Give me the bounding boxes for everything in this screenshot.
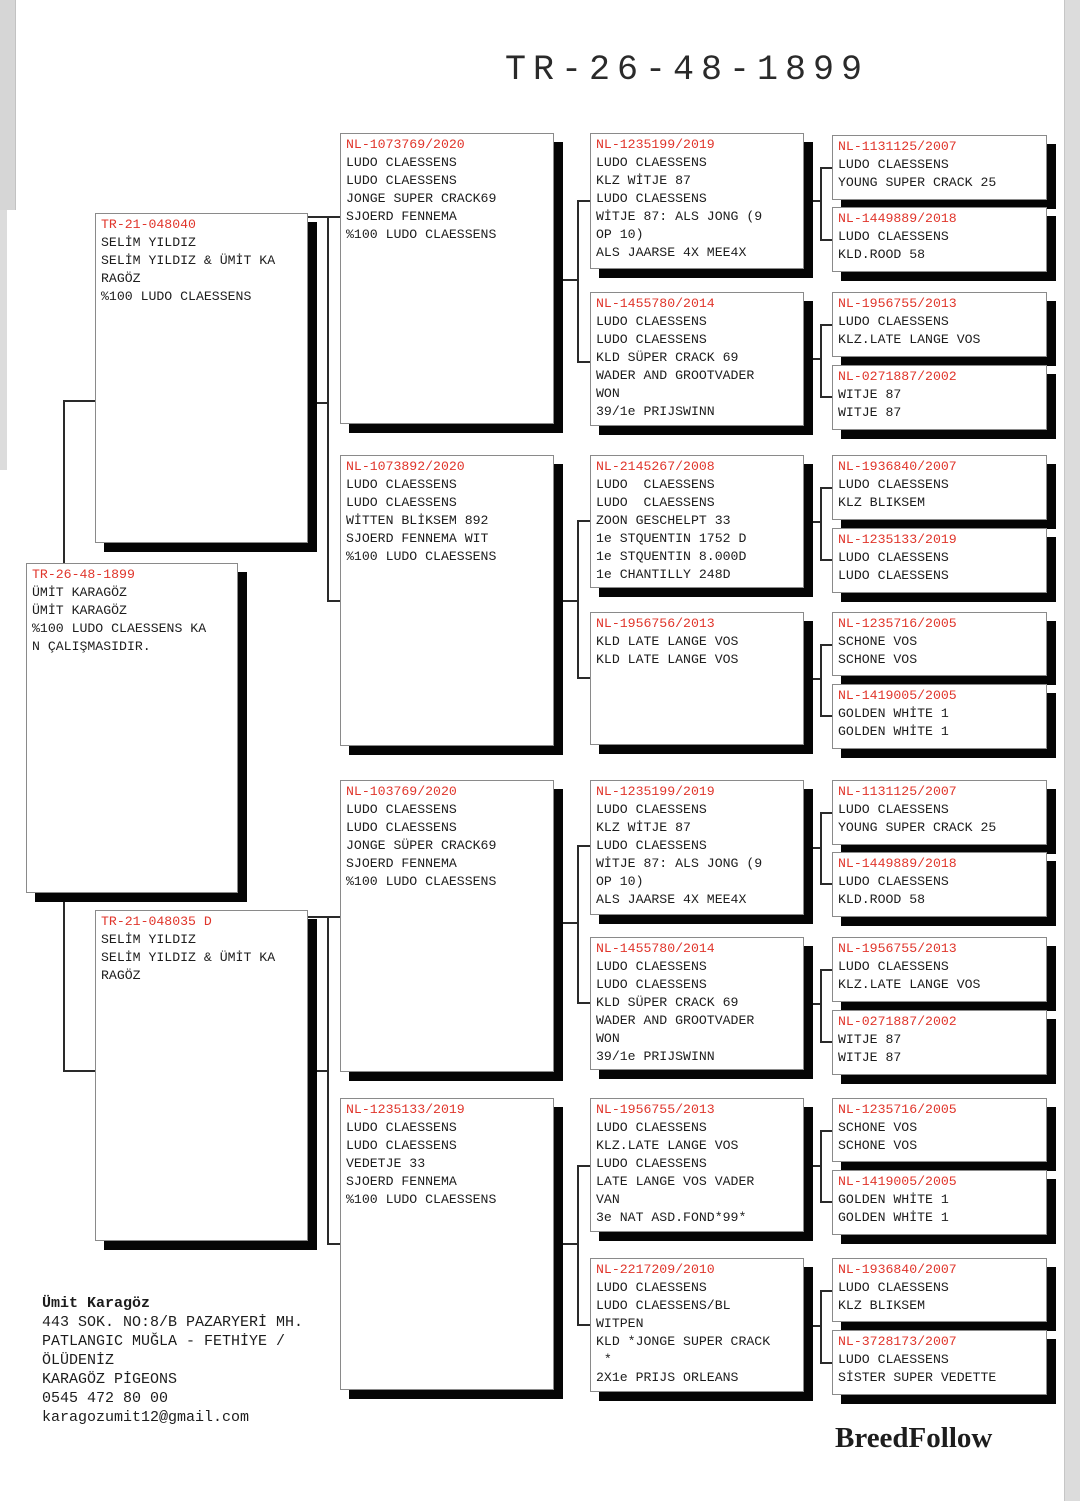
ring-number: NL-1956755/2013: [596, 1102, 715, 1117]
pedigree-text-line: LUDO CLAESSENS: [346, 820, 457, 835]
ring-number: NL-103769/2020: [346, 784, 457, 799]
pedigree-text-line: YOUNG SUPER CRACK 25: [838, 175, 997, 190]
pedigree-box-dddd: [832, 1330, 1047, 1395]
connector-line: [577, 361, 591, 363]
pedigree-text-line: JONGE SÜPER CRACK69: [346, 838, 497, 853]
connector-line: [553, 1243, 578, 1245]
pedigree-box-ssdd: [832, 365, 1047, 430]
pedigree-text-line: ZOON GESCHELPT 33: [596, 513, 731, 528]
connector-line: [820, 644, 822, 717]
pedigree-box-dss: [590, 780, 804, 915]
pedigree-text-line: SJOERD FENNEMA: [346, 209, 457, 224]
pedigree-text-line: %100 LUDO CLAESSENS KA: [32, 621, 207, 636]
connector-line: [308, 916, 341, 918]
ring-number: NL-1936840/2007: [838, 459, 957, 474]
pedigree-text-line: KLZ WİTJE 87: [596, 820, 691, 835]
pedigree-text-line: ÜMİT KARAGÖZ: [32, 585, 127, 600]
contact-name: Ümit Karagöz: [42, 1295, 151, 1312]
connector-line: [327, 216, 329, 601]
connector-line: [63, 400, 96, 402]
ring-number: TR-26-48-1899: [32, 567, 135, 582]
brand-logo: BreedFollow: [835, 1422, 993, 1454]
connector-line: [553, 922, 578, 924]
ring-number: NL-1455780/2014: [596, 296, 715, 311]
pedigree-text-line: ALS JAARSE 4X MEE4X: [596, 245, 747, 260]
pedigree-text-line: KLD LATE LANGE VOS: [596, 652, 739, 667]
pedigree-text-line: 39/1e PRIJSWINN: [596, 1049, 715, 1064]
pedigree-box-ssd: [590, 292, 804, 426]
pedigree-text-line: LUDO CLAESSENS: [596, 477, 715, 492]
connector-line: [577, 200, 579, 363]
pedigree-text-line: WON: [596, 386, 620, 401]
pedigree-text-line: %100 LUDO CLAESSENS: [346, 227, 497, 242]
ring-number: NL-1131125/2007: [838, 139, 957, 154]
ring-number: NL-2217209/2010: [596, 1262, 715, 1277]
ring-number: TR-21-048035 D: [101, 914, 212, 929]
ring-number: NL-1936840/2007: [838, 1262, 957, 1277]
pedigree-text-line: *: [596, 1352, 612, 1367]
pedigree-text-line: ÜMİT KARAGÖZ: [32, 603, 127, 618]
pedigree-box-sssd: [832, 207, 1047, 272]
pedigree-text-line: LUDO CLAESSENS: [596, 495, 715, 510]
pedigree-text-line: RAGÖZ: [101, 968, 141, 983]
pedigree-text-line: 1e STQUENTIN 1752 D: [596, 531, 747, 546]
pedigree-text-line: SCHONE VOS: [838, 652, 918, 667]
pedigree-text-line: KLD *JONGE SUPER CRACK: [596, 1334, 771, 1349]
pedigree-text-line: LUDO CLAESSENS: [346, 173, 457, 188]
connector-line: [820, 167, 822, 241]
ring-number: NL-0271887/2002: [838, 1014, 957, 1029]
ring-number: NL-1455780/2014: [596, 941, 715, 956]
connector-line: [577, 1002, 591, 1004]
pedigree-box-dssd: [832, 852, 1047, 917]
pedigree-text-line: 1e CHANTILLY 248D: [596, 567, 731, 582]
pedigree-text-line: LUDO CLAESSENS: [838, 959, 949, 974]
pedigree-text-line: LUDO CLAESSENS: [838, 874, 949, 889]
pedigree-text-line: 2X1e PRIJS ORLEANS: [596, 1370, 739, 1385]
pedigree-text-line: LUDO CLAESSENS: [596, 1280, 707, 1295]
pedigree-box-ssss: [832, 135, 1047, 200]
pedigree-text-line: 39/1e PRIJSWINN: [596, 404, 715, 419]
connector-line: [308, 216, 341, 218]
pedigree-box-ds: [340, 780, 554, 1072]
pedigree-text-line: %100 LUDO CLAESSENS: [346, 1192, 497, 1207]
connector-line: [820, 969, 822, 1043]
pedigree-text-line: LUDO CLAESSENS: [838, 314, 949, 329]
pedigree-text-line: WADER AND GROOTVADER: [596, 368, 755, 383]
connector-line: [63, 1070, 96, 1072]
connector-line: [804, 678, 821, 680]
contact-line: karagozumit12@gmail.com: [42, 1409, 250, 1426]
pedigree-text-line: SCHONE VOS: [838, 1120, 918, 1135]
pedigree-box-ddss: [832, 1098, 1047, 1162]
pedigree-text-line: SJOERD FENNEMA WIT: [346, 531, 489, 546]
ring-number: NL-1956756/2013: [596, 616, 715, 631]
page-edge-left: [0, 0, 16, 210]
pedigree-text-line: LUDO CLAESSENS: [838, 802, 949, 817]
pedigree-text-line: LUDO CLAESSENS: [838, 568, 949, 583]
pedigree-text-line: LUDO CLAESSENS: [346, 1138, 457, 1153]
page-edge-right: [1064, 0, 1080, 1501]
pedigree-text-line: KLD SÜPER CRACK 69: [596, 995, 739, 1010]
pedigree-text-line: KLD LATE LANGE VOS: [596, 634, 739, 649]
contact-line: 0545 472 80 00: [42, 1390, 169, 1407]
pedigree-text-line: LUDO CLAESSENS: [596, 838, 707, 853]
connector-line: [308, 1070, 328, 1072]
ring-number: NL-1235199/2019: [596, 137, 715, 152]
pedigree-text-line: LUDO CLAESSENS: [596, 959, 707, 974]
pedigree-text-line: LUDO CLAESSENS: [838, 1352, 949, 1367]
pedigree-text-line: WİTTEN BLİKSEM 892: [346, 513, 489, 528]
ring-number: NL-1073892/2020: [346, 459, 465, 474]
connector-line: [577, 200, 591, 202]
ring-number: NL-1449889/2018: [838, 211, 957, 226]
contact-line: 443 SOK. NO:8/B PAZARYERİ MH.: [42, 1314, 304, 1331]
pedigree-box-dsd: [590, 937, 804, 1070]
ring-number: NL-1419005/2005: [838, 688, 957, 703]
pedigree-text-line: WİTJE 87: ALS JONG (9: [596, 856, 763, 871]
pedigree-text-line: WITJE 87: [838, 1032, 902, 1047]
pedigree-text-line: LUDO CLAESSENS: [838, 157, 949, 172]
pedigree-text-line: %100 LUDO CLAESSENS: [346, 549, 497, 564]
pedigree-text-line: GOLDEN WHİTE 1: [838, 706, 949, 721]
pedigree-text-line: SELİM YILDIZ: [101, 235, 196, 250]
connector-line: [553, 600, 578, 602]
pedigree-text-line: WITJE 87: [838, 405, 902, 420]
pedigree-box-sds: [590, 455, 804, 588]
page-edge-left-lower: [0, 210, 7, 470]
pedigree-text-line: SİSTER SUPER VEDETTE: [838, 1370, 997, 1385]
pedigree-text-line: LUDO CLAESSENS: [596, 332, 707, 347]
pedigree-box-sdd: [590, 612, 804, 745]
pedigree-text-line: SELİM YILDIZ: [101, 932, 196, 947]
contact-line: ÖLÜDENİZ: [42, 1352, 115, 1369]
pedigree-box-sd: [340, 455, 554, 746]
pedigree-text-line: 1e STQUENTIN 8.000D: [596, 549, 747, 564]
pedigree-text-line: VAN: [596, 1192, 620, 1207]
connector-line: [804, 521, 821, 523]
connector-line: [577, 677, 591, 679]
pedigree-text-line: OP 10): [596, 874, 644, 889]
pedigree-text-line: YOUNG SUPER CRACK 25: [838, 820, 997, 835]
pedigree-box-sdsd: [832, 528, 1047, 593]
pedigree-text-line: KLZ.LATE LANGE VOS: [596, 1138, 739, 1153]
pedigree-text-line: LATE LANGE VOS VADER: [596, 1174, 755, 1189]
ring-number: NL-1235716/2005: [838, 616, 957, 631]
pedigree-text-line: SCHONE VOS: [838, 634, 918, 649]
ring-number: NL-3728173/2007: [838, 1334, 957, 1349]
connector-line: [327, 916, 329, 1245]
connector-line: [327, 1243, 341, 1245]
pedigree-text-line: %100 LUDO CLAESSENS: [101, 289, 252, 304]
ring-number: NL-1449889/2018: [838, 856, 957, 871]
pedigree-text-line: RAGÖZ: [101, 271, 141, 286]
ring-number: NL-1956755/2013: [838, 941, 957, 956]
pedigree-text-line: WITJE 87: [838, 1050, 902, 1065]
pedigree-text-line: JONGE SUPER CRACK69: [346, 191, 497, 206]
pedigree-text-line: LUDO CLAESSENS: [596, 314, 707, 329]
pedigree-text-line: KLZ BLIKSEM: [838, 1298, 926, 1313]
pedigree-text-line: LUDO CLAESSENS: [596, 1120, 707, 1135]
pedigree-text-line: KLZ.LATE LANGE VOS: [838, 332, 981, 347]
connector-line: [820, 1290, 822, 1364]
pedigree-text-line: LUDO CLAESSENS: [596, 191, 707, 206]
connector-line: [308, 402, 328, 404]
pedigree-text-line: KLD SÜPER CRACK 69: [596, 350, 739, 365]
pedigree-text-line: LUDO CLAESSENS: [596, 802, 707, 817]
pedigree-text-line: LUDO CLAESSENS: [838, 229, 949, 244]
pedigree-box-ddd: [590, 1258, 804, 1392]
pedigree-text-line: GOLDEN WHİTE 1: [838, 1210, 949, 1225]
ring-number: NL-1131125/2007: [838, 784, 957, 799]
connector-line: [804, 1325, 821, 1327]
pedigree-text-line: LUDO CLAESSENS/BL: [596, 1298, 731, 1313]
connector-line: [804, 200, 821, 202]
connector-line: [577, 1324, 591, 1326]
pedigree-text-line: KLZ BLIKSEM: [838, 495, 926, 510]
pedigree-text-line: LUDO CLAESSENS: [346, 802, 457, 817]
pedigree-text-line: GOLDEN WHİTE 1: [838, 1192, 949, 1207]
pedigree-box-ss: [340, 133, 554, 424]
ring-number: NL-1235133/2019: [838, 532, 957, 547]
connector-line: [577, 1165, 591, 1167]
connector-line: [804, 847, 821, 849]
pedigree-text-line: LUDO CLAESSENS: [596, 1156, 707, 1171]
ring-number: NL-0271887/2002: [838, 369, 957, 384]
pedigree-box-sire: [95, 213, 308, 543]
pedigree-text-line: LUDO CLAESSENS: [346, 477, 457, 492]
pedigree-text-line: LUDO CLAESSENS: [838, 1280, 949, 1295]
pedigree-box-sddd: [832, 684, 1047, 749]
pedigree-box-dsdd: [832, 1010, 1047, 1075]
connector-line: [577, 845, 579, 1004]
connector-line: [63, 895, 65, 1072]
ring-number: NL-1956755/2013: [838, 296, 957, 311]
pedigree-text-line: GOLDEN WHİTE 1: [838, 724, 949, 739]
pedigree-text-line: WADER AND GROOTVADER: [596, 1013, 755, 1028]
pedigree-box-dam: [95, 910, 308, 1241]
pedigree-text-line: SELİM YILDIZ & ÜMİT KA: [101, 253, 276, 268]
ring-number: NL-1235716/2005: [838, 1102, 957, 1117]
pedigree-text-line: LUDO CLAESSENS: [596, 977, 707, 992]
connector-line: [577, 1165, 579, 1326]
connector-line: [577, 520, 591, 522]
pedigree-text-line: LUDO CLAESSENS: [346, 1120, 457, 1135]
pedigree-box-ddsd: [832, 1170, 1047, 1235]
connector-line: [553, 279, 578, 281]
pedigree-text-line: VEDETJE 33: [346, 1156, 426, 1171]
pedigree-text-line: LUDO CLAESSENS: [346, 155, 457, 170]
pedigree-text-line: WITPEN: [596, 1316, 644, 1331]
contact-line: KARAGÖZ PİGEONS: [42, 1371, 178, 1388]
pedigree-text-line: SJOERD FENNEMA: [346, 1174, 457, 1189]
connector-line: [577, 845, 591, 847]
pedigree-text-line: LUDO CLAESSENS: [838, 550, 949, 565]
ring-number: NL-2145267/2008: [596, 459, 715, 474]
pedigree-text-line: OP 10): [596, 227, 644, 242]
pedigree-box-subject: [26, 563, 238, 893]
pedigree-text-line: 3e NAT ASD.FOND*99*: [596, 1210, 747, 1225]
pedigree-text-line: KLD.ROOD 58: [838, 892, 926, 907]
ring-number: NL-1235199/2019: [596, 784, 715, 799]
pedigree-text-line: KLZ WİTJE 87: [596, 173, 691, 188]
pedigree-box-ddds: [832, 1258, 1047, 1322]
connector-line: [820, 487, 822, 561]
pedigree-text-line: N ÇALIŞMASIDIR.: [32, 639, 151, 654]
pedigree-text-line: KLD.ROOD 58: [838, 247, 926, 262]
pedigree-text-line: SJOERD FENNEMA: [346, 856, 457, 871]
pedigree-box-sss: [590, 133, 804, 269]
pedigree-box-dds: [590, 1098, 804, 1232]
page-title: TR-26-48-1899: [505, 50, 870, 90]
pedigree-box-dsds: [832, 937, 1047, 1002]
connector-line: [804, 358, 821, 360]
contact-line: PATLANGIC MUĞLA - FETHİYE /: [42, 1333, 286, 1350]
connector-line: [327, 600, 341, 602]
pedigree-text-line: SCHONE VOS: [838, 1138, 918, 1153]
connector-line: [63, 400, 65, 565]
contact-block: [42, 1294, 303, 1427]
pedigree-text-line: WON: [596, 1031, 620, 1046]
pedigree-text-line: WITJE 87: [838, 387, 902, 402]
ring-number: NL-1419005/2005: [838, 1174, 957, 1189]
ring-number: TR-21-048040: [101, 217, 196, 232]
pedigree-box-dd: [340, 1098, 554, 1390]
ring-number: NL-1235133/2019: [346, 1102, 465, 1117]
ring-number: NL-1073769/2020: [346, 137, 465, 152]
pedigree-text-line: SELİM YILDIZ & ÜMİT KA: [101, 950, 276, 965]
pedigree-text-line: %100 LUDO CLAESSENS: [346, 874, 497, 889]
connector-line: [804, 1165, 821, 1167]
pedigree-box-dsss: [832, 780, 1047, 845]
pedigree-box-ssds: [832, 292, 1047, 357]
connector-line: [804, 1003, 821, 1005]
pedigree-text-line: KLZ.LATE LANGE VOS: [838, 977, 981, 992]
pedigree-text-line: WİTJE 87: ALS JONG (9: [596, 209, 763, 224]
pedigree-text-line: LUDO CLAESSENS: [596, 155, 707, 170]
pedigree-text-line: LUDO CLAESSENS: [838, 477, 949, 492]
pedigree-text-line: LUDO CLAESSENS: [346, 495, 457, 510]
pedigree-text-line: ALS JAARSE 4X MEE4X: [596, 892, 747, 907]
pedigree-box-sdss: [832, 455, 1047, 520]
pedigree-box-sdds: [832, 612, 1047, 676]
connector-line: [820, 324, 822, 398]
